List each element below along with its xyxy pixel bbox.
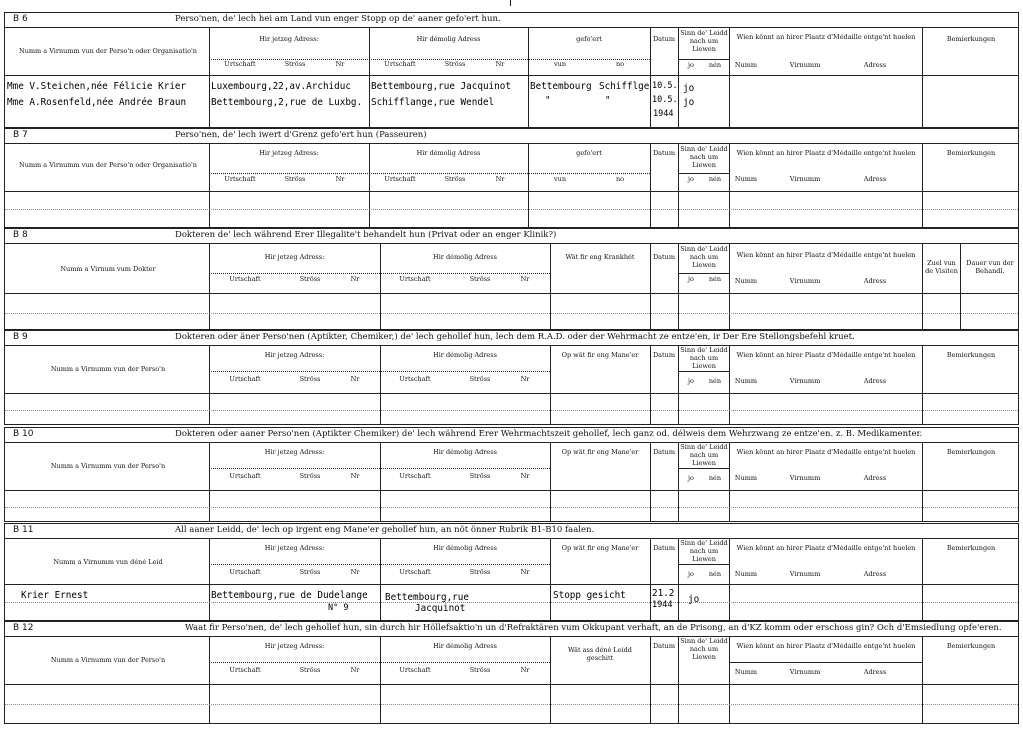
col-date: Datum xyxy=(652,149,676,157)
sub-place: Urtschaft xyxy=(229,275,261,283)
sub-address: Adress xyxy=(863,175,887,183)
section-title: All aaner Leidd, de' lech op irgent eng Mane'er gehollef hun, an nöt önner Rubrik B1-B10 faalen. xyxy=(175,525,595,535)
sub-firstname: Virnumm xyxy=(789,570,821,578)
sub-place: Urtschaft xyxy=(229,472,261,480)
entry-from: Bettembourg xyxy=(530,81,592,92)
entry-date: 21.2 xyxy=(652,588,675,599)
section-title: Dokteren oder äner Perso'nen (Aptikter, Chemiker,) de' lech gehollef hun, lech dem R.A.D. oder der Wehrmacht ze entze'en, ir Der Ere Stellongsbefehl kruet. xyxy=(175,332,855,342)
col-person-name: Numm a Virnumm vun der Perso'n xyxy=(50,656,166,664)
sub-name: Numm xyxy=(734,61,758,69)
col-former-address: Hir démolig Adress xyxy=(433,544,497,552)
section-b7 xyxy=(4,128,1019,228)
sub-street: Ströss xyxy=(299,568,321,576)
sub-address: Adress xyxy=(863,277,887,285)
col-life: Sinn de' Leidd nach um Liewen xyxy=(680,245,728,269)
sub-street: Ströss xyxy=(469,666,491,674)
col-life: Sinn de' Leidd nach um Liewen xyxy=(680,539,728,563)
sub-no: nén xyxy=(708,275,722,283)
col-visits: Zuel vun de Visiten xyxy=(925,259,958,275)
sub-to: no xyxy=(615,175,625,183)
col-how: Op wät fir eng Mane'er xyxy=(561,544,639,552)
sub-nr: Nr xyxy=(520,375,530,383)
sub-place: Urtschaft xyxy=(229,375,261,383)
sub-from: vun xyxy=(553,175,567,183)
sub-nr: Nr xyxy=(520,472,530,480)
col-medal: Wien könnt an hirer Plaatz d'Médaille entge'nt huelen xyxy=(736,33,916,41)
col-medal: Wien könnt an hirer Plaatz d'Médaille entge'nt huelen xyxy=(736,642,916,650)
col-date: Datum xyxy=(652,448,676,456)
entry-name: Mme A.Rosenfeld,née Andrée Braun xyxy=(7,97,187,108)
section-id: B 11 xyxy=(13,525,34,535)
sub-firstname: Virnumm xyxy=(789,61,821,69)
sub-yes: jo xyxy=(688,570,694,578)
col-how: Op wät fir eng Mane'er xyxy=(561,448,639,456)
sub-street: Ströss xyxy=(444,60,466,68)
col-medal: Wien könnt an hirer Plaatz d'Médaille entge'nt huelen xyxy=(736,251,916,259)
entry-year: 1944 xyxy=(652,600,673,610)
entry-former: Schifflange,rue Wendel xyxy=(371,97,495,108)
col-former-address: Hir démolig Adress xyxy=(433,253,497,261)
col-date: Datum xyxy=(652,642,676,650)
sub-address: Adress xyxy=(863,61,887,69)
entry-former-2: Jacquinot xyxy=(415,603,466,614)
col-life: Sinn de' Leidd nach um Liewen xyxy=(680,29,728,53)
section-b10 xyxy=(4,427,1019,522)
section-b12 xyxy=(4,621,1019,724)
sub-street: Ströss xyxy=(469,375,491,383)
col-date: Datum xyxy=(652,544,676,552)
col-remarks: Bemierkungen xyxy=(946,35,996,43)
sub-firstname: Virnumm xyxy=(789,668,821,676)
entry-current: Luxembourg,22,av.Archiduc xyxy=(211,81,351,92)
sub-yes: jo xyxy=(688,474,694,482)
top-tick-mark xyxy=(510,0,511,6)
sub-place: Urtschaft xyxy=(399,472,431,480)
entry-former: Bettembourg,rue Jacquinot xyxy=(371,81,511,92)
col-name-header: Numm a Virnumm vun der Perso'n oder Organisatio'n xyxy=(19,161,197,169)
sub-address: Adress xyxy=(863,668,887,676)
col-life: Sinn de' Leidd nach um Liewen xyxy=(680,145,728,169)
sub-address: Adress xyxy=(863,474,887,482)
entry-date: 10.5. xyxy=(652,81,678,91)
sub-nr: Nr xyxy=(350,568,360,576)
entry-current: Bettembourg,2,rue de Luxbg. xyxy=(211,97,363,108)
col-life: Sinn de' Leidd nach um Liewen xyxy=(680,346,728,370)
entry-yes: jo xyxy=(683,97,695,108)
sub-street: Ströss xyxy=(469,568,491,576)
sub-firstname: Virnumm xyxy=(789,277,821,285)
sub-street: Ströss xyxy=(469,472,491,480)
sub-nr: Nr xyxy=(520,568,530,576)
sub-yes: jo xyxy=(688,61,694,69)
sub-address: Adress xyxy=(863,570,887,578)
col-medal: Wien könnt an hirer Plaatz d'Médaille entge'nt huelen xyxy=(736,544,916,552)
col-current-address: Hir jetzeg Adress: xyxy=(264,351,325,359)
entry-yes: jo xyxy=(683,83,695,94)
section-title: Perso'nen, de' lech hei am Land vun enger Stopp op de' aaner gefo'ert hun. xyxy=(175,14,501,24)
sub-nr: Nr xyxy=(335,175,345,183)
col-current-address: Hir jetzeg Adress: xyxy=(259,35,319,43)
entry-year: 1944 xyxy=(653,109,674,119)
col-current-address: Hir jetzeg Adress: xyxy=(264,448,325,456)
sub-name: Numm xyxy=(734,175,758,183)
sub-name: Numm xyxy=(734,570,758,578)
sub-place: Urtschaft xyxy=(399,666,431,674)
sub-street: Ströss xyxy=(444,175,466,183)
col-how: Op wät fir eng Mane'er xyxy=(561,351,639,359)
sub-nr: Nr xyxy=(335,60,345,68)
col-life: Sinn de' Leidd nach um Liewen xyxy=(680,443,728,467)
section-title: Dokteren oder aaner Perso'nen (Aptikter Chemiker) de' lech während Erer Wehrmachtszeit gehollef, lech ganz od. délweis dem Wehrzwang ze entze'en. z. B. Medikamenter. xyxy=(175,429,923,439)
sub-no: nén xyxy=(708,61,722,69)
entry-to: " xyxy=(605,95,611,106)
sub-nr: Nr xyxy=(520,666,530,674)
section-id: B 9 xyxy=(13,332,28,342)
sub-place: Urtschaft xyxy=(229,568,261,576)
section-b11 xyxy=(4,523,1019,621)
col-remarks: Bemierkungen xyxy=(946,351,996,359)
section-id: B 6 xyxy=(13,14,28,24)
col-person-name: Numm a Virnumm vun der Perso'n xyxy=(50,462,166,470)
col-medal: Wien könnt an hirer Plaatz d'Médaille entge'nt huelen xyxy=(736,351,916,359)
section-b8 xyxy=(4,228,1019,330)
section-header xyxy=(5,13,1018,28)
sub-yes: jo xyxy=(688,377,694,385)
col-former-address: Hir démolig Adress xyxy=(416,35,481,43)
section-id: B 8 xyxy=(13,230,28,240)
col-former-address: Hir démolig Adress xyxy=(433,351,497,359)
entry-from: " xyxy=(545,95,551,106)
sub-place: Urtschaft xyxy=(384,175,416,183)
col-current-address: Hir jetzeg Adress: xyxy=(264,253,325,261)
sub-place: Urtschaft xyxy=(229,666,261,674)
entry-former: Bettembourg,rue xyxy=(385,592,469,603)
entry-how: Stopp gesicht xyxy=(553,590,626,601)
col-former-address: Hir démolig Adress xyxy=(416,149,481,157)
sub-street: Ströss xyxy=(284,175,306,183)
col-fled: gefo'ert xyxy=(576,149,602,157)
sub-street: Ströss xyxy=(299,666,321,674)
entry-date: 10.5. xyxy=(652,95,678,105)
col-medal: Wien könnt an hirer Plaatz d'Médaille entge'nt huelen xyxy=(736,149,916,157)
sub-place: Urtschaft xyxy=(224,60,256,68)
col-remarks: Bemierkungen xyxy=(946,149,996,157)
sub-from: vun xyxy=(553,60,567,68)
entry-current-nr: N° 9 xyxy=(328,603,349,613)
sub-street: Ströss xyxy=(299,275,321,283)
sub-street: Ströss xyxy=(284,60,306,68)
sub-address: Adress xyxy=(863,377,887,385)
sub-place: Urtschaft xyxy=(399,568,431,576)
sub-name: Numm xyxy=(734,474,758,482)
sub-nr: Nr xyxy=(350,666,360,674)
sub-nr: Nr xyxy=(350,375,360,383)
sub-no: nén xyxy=(708,570,722,578)
entry-current: Bettembourg,rue de Dudelange xyxy=(211,590,368,601)
entry-yes: jo xyxy=(688,594,700,605)
sub-place: Urtschaft xyxy=(384,60,416,68)
section-title: Dokteren de' lech während Erer Illegalite't behandelt hun (Privat oder an enger Klinik?) xyxy=(175,230,557,240)
sub-no: nén xyxy=(708,474,722,482)
col-current-address: Hir jetzeg Adress: xyxy=(259,149,319,157)
col-name-header: Numm a Virnumm vun der Perso'n oder Organisatio'n xyxy=(19,47,197,55)
sub-street: Ströss xyxy=(299,375,321,383)
section-title: Perso'nen, de' lech iwert d'Grenz gefo'ert hun (Passeuren) xyxy=(175,130,427,140)
col-person-name: Numm a Virnumm vun der Perso'n xyxy=(50,365,166,373)
section-b6 xyxy=(4,12,1019,128)
sub-yes: jo xyxy=(688,175,694,183)
sub-nr: Nr xyxy=(350,275,360,283)
col-fled: gefo'ert xyxy=(576,35,602,43)
col-date: Datum xyxy=(652,35,676,43)
col-disease: Wät fir eng Krankhét xyxy=(565,253,635,261)
sub-street: Ströss xyxy=(469,275,491,283)
col-suffering: Wät ass déné Leidd geschitt xyxy=(568,646,632,662)
sub-firstname: Virnumm xyxy=(789,474,821,482)
col-remarks: Bemierkungen xyxy=(946,642,996,650)
entry-name: Mme V.Steichen,née Félicie Krier xyxy=(7,81,187,92)
section-b9 xyxy=(4,330,1019,425)
section-id: B 10 xyxy=(13,429,34,439)
sub-nr: Nr xyxy=(350,472,360,480)
sub-firstname: Virnumm xyxy=(789,175,821,183)
sub-to: no xyxy=(615,60,625,68)
entry-to: Schifflge xyxy=(599,81,650,92)
sub-yes: jo xyxy=(688,275,694,283)
sub-nr: Nr xyxy=(495,60,505,68)
col-current-address: Hir jetzeg Adress: xyxy=(264,642,325,650)
sub-no: nén xyxy=(708,377,722,385)
section-id: B 12 xyxy=(13,623,34,633)
entry-name: Krier Ernest xyxy=(21,590,89,601)
col-current-address: Hir jetzeg Adress: xyxy=(264,544,325,552)
col-victim-name: Numm a Virnumm vun déné Leid xyxy=(53,558,163,566)
sub-name: Numm xyxy=(734,377,758,385)
section-title: Waat fir Perso'nen, de' lech gehollef hun, sin durch hir Höllefsaktio'n un d'Refraktären vum Okkupant verhaft, an de Prisong, an d'KZ komm oder erschoss gin? Och d'Emsiedlung opfe'eren. xyxy=(185,623,1002,633)
sub-name: Numm xyxy=(734,277,758,285)
section-id: B 7 xyxy=(13,130,28,140)
col-date: Datum xyxy=(652,351,676,359)
col-remarks: Bemierkungen xyxy=(946,544,996,552)
col-remarks: Bemierkungen xyxy=(946,448,996,456)
col-date: Datum xyxy=(652,253,676,261)
col-medal: Wien könnt an hirer Plaatz d'Médaille entge'nt huelen xyxy=(736,448,916,456)
sub-place: Urtschaft xyxy=(224,175,256,183)
sub-name: Numm xyxy=(734,668,758,676)
sub-no: nén xyxy=(708,175,722,183)
col-former-address: Hir démolig Adress xyxy=(433,642,497,650)
col-doctor-name: Numm a Virnum vum Dokter xyxy=(60,265,156,273)
sub-nr: Nr xyxy=(495,175,505,183)
sub-place: Urtschaft xyxy=(399,275,431,283)
sub-place: Urtschaft xyxy=(399,375,431,383)
sub-nr: Nr xyxy=(520,275,530,283)
col-former-address: Hir démolig Adress xyxy=(433,448,497,456)
col-life: Sinn de' Leidd nach um Liewen xyxy=(680,637,728,661)
sub-firstname: Virnumm xyxy=(789,377,821,385)
col-duration: Dauer vun der Behandl. xyxy=(966,259,1014,275)
sub-street: Ströss xyxy=(299,472,321,480)
